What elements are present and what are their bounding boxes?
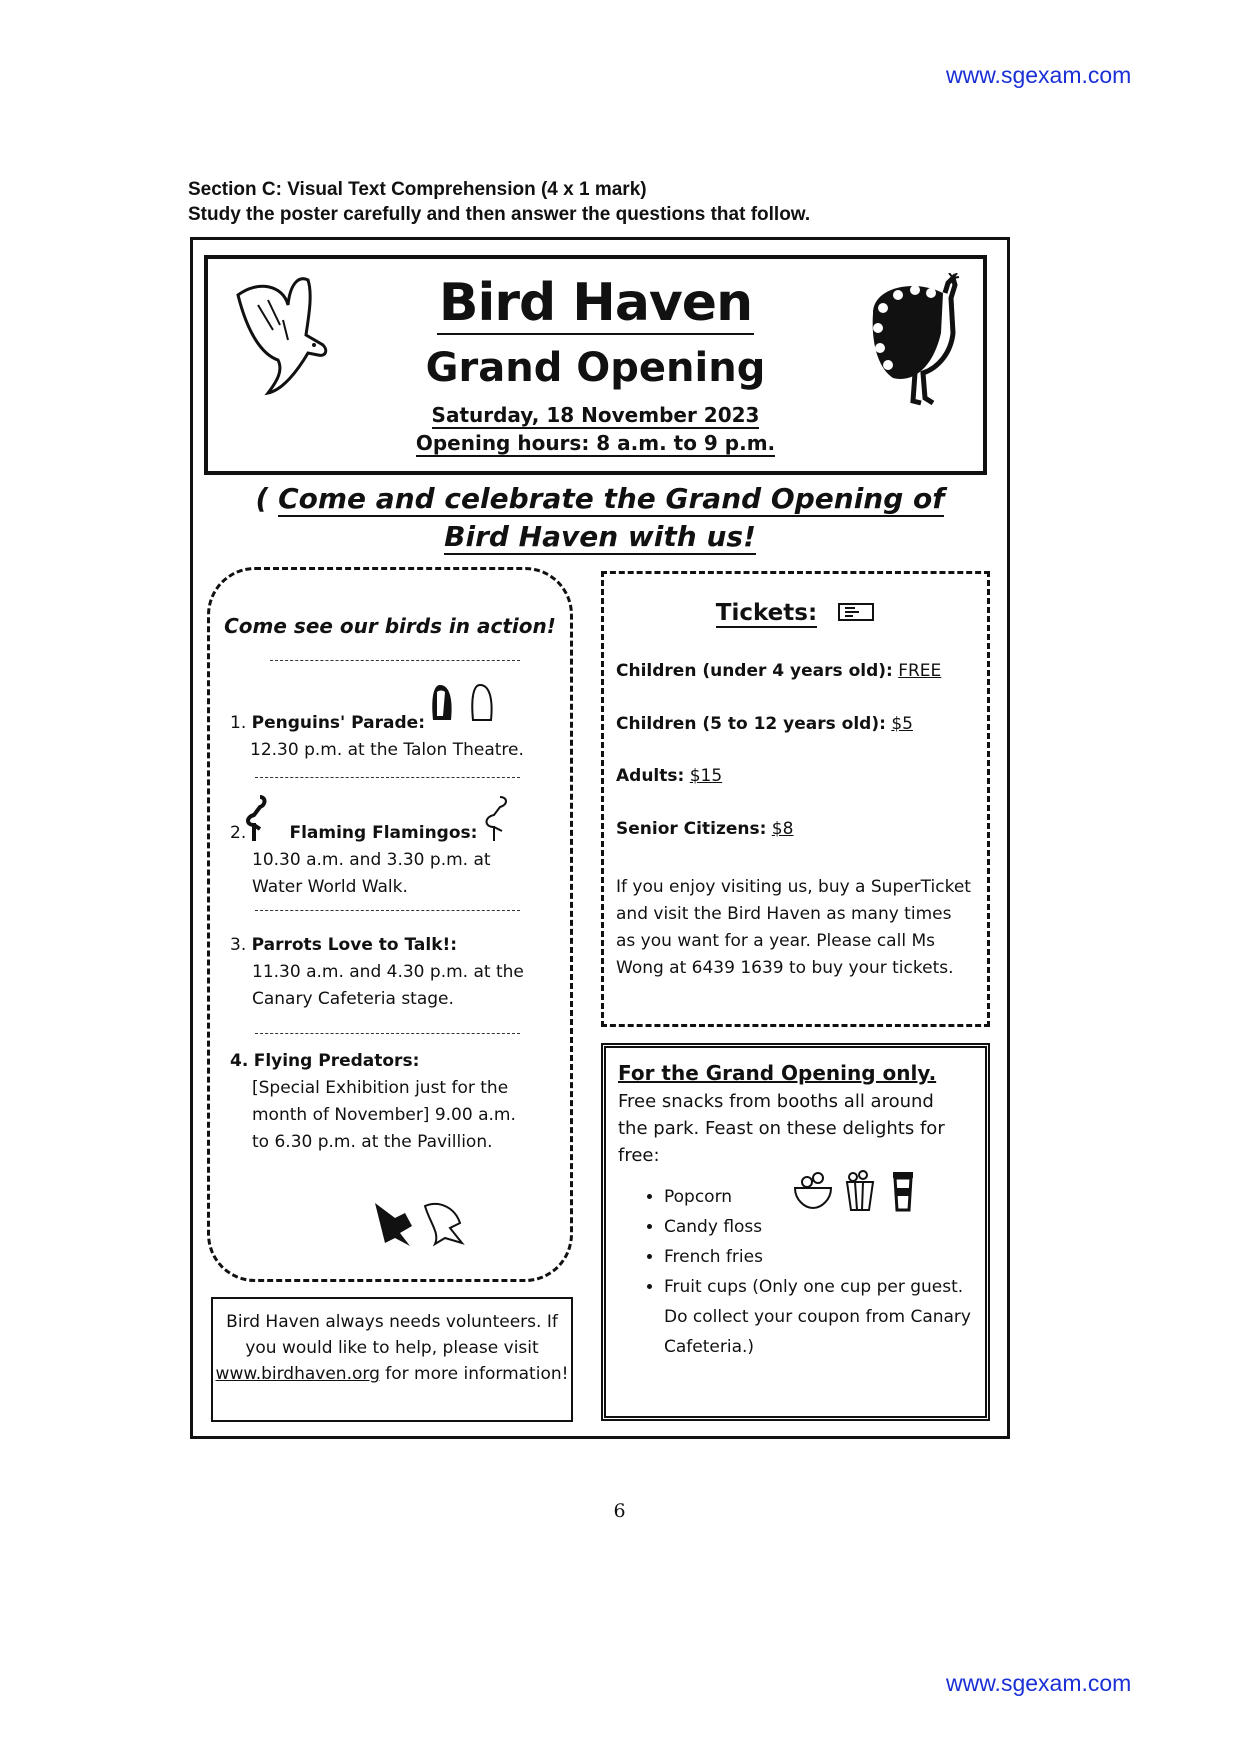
ticket-children-under4 (616, 658, 941, 685)
ticket-price: $15 (689, 766, 723, 786)
peacock-icon (853, 273, 973, 413)
tagline: ( Come and celebrate the Grand Opening of Bird Haven with us! (255, 482, 945, 553)
list-item: • Popcorn (664, 1182, 984, 1212)
list-item: • French fries (664, 1242, 984, 1272)
section-instruction: Study the poster carefully and then answer the questions that follow. (188, 204, 811, 225)
volunteer-box (211, 1297, 573, 1422)
divider (255, 1033, 520, 1034)
snacks-box (601, 1043, 990, 1421)
show-detail: 10.30 a.m. and 3.30 p.m. at Water World Walk. (252, 850, 491, 897)
show-num: 1. (230, 713, 247, 733)
show-name: Penguins' Parade: (251, 713, 426, 733)
snacks-rest: Free snacks from booths all around the park. Feast on these delights for free: (618, 1091, 945, 1166)
show-item-parrots (230, 932, 550, 1013)
show-detail: 11.30 a.m. and 4.30 p.m. at the Canary Cafeteria stage. (252, 962, 524, 1009)
watermark-bottom: www.sgexam.com (946, 1670, 1132, 1696)
poster-header (204, 255, 987, 475)
watermark-top: www.sgexam.com (946, 62, 1132, 88)
show-detail: 12.30 p.m. at the Talon Theatre. (250, 740, 524, 760)
ticket-price: $5 (891, 714, 913, 734)
show-name: Flying Predators: (253, 1051, 420, 1071)
shows-box (207, 567, 573, 1282)
snacks-lead: For the Grand Opening only. (618, 1061, 937, 1085)
divider (270, 660, 520, 661)
show-num: 3. (230, 935, 247, 955)
tagline-line1: Come and celebrate the Grand Opening of (278, 482, 945, 515)
volunteer-text: Bird Haven always needs volunteers. If you would like to help, please visit (226, 1312, 558, 1358)
snacks-list (634, 1182, 984, 1362)
page-number: 6 (613, 1500, 626, 1522)
ticket-label: Children (under 4 years old): (616, 661, 893, 681)
ticket-label: Senior Citizens: (616, 819, 767, 839)
poster-hours: Opening hours: 8 a.m. to 9 p.m. (415, 431, 776, 455)
list-item: • Candy floss (664, 1212, 984, 1242)
ticket-price: $8 (771, 819, 794, 839)
poster-subtitle: Grand Opening (425, 345, 766, 391)
ticket-label: Children (5 to 12 years old): (616, 714, 886, 734)
show-detail: [Special Exhibition just for the month of November] 9.00 a.m. to 6.30 p.m. at the Pavillion. (252, 1078, 516, 1152)
ticket-children-5-12 (616, 711, 913, 738)
divider (255, 777, 520, 778)
divider (255, 910, 520, 911)
ticket-label: Adults: (616, 766, 685, 786)
snacks-intro (618, 1060, 968, 1169)
show-name: Parrots Love to Talk!: (251, 935, 458, 955)
poster-title: Bird Haven (438, 273, 753, 333)
tickets-box (601, 571, 990, 1027)
show-num: 2. (230, 823, 247, 843)
list-item: • Fruit cups (Only one cup per guest. Do collect your coupon from Canary Cafeteria.) (664, 1272, 984, 1362)
shows-heading: Come see our birds in action! (224, 614, 556, 638)
superticket-text: If you enjoy visiting us, buy a SuperTicket and visit the Bird Haven as many times as you want for a year. Please call Ms Wong at 6439 1639 to buy your tickets. (616, 877, 971, 978)
section-heading: Section C: Visual Text Comprehension (4 x 1 mark) (188, 179, 647, 200)
penguin-icon (425, 680, 505, 728)
flamingo-outline-icon (478, 795, 514, 843)
show-name: Flaming Flamingos: (289, 823, 478, 843)
tickets-heading: Tickets: (715, 600, 818, 626)
volunteer-tail: for more information! (385, 1364, 569, 1384)
ticket-price: FREE (898, 661, 942, 681)
flamingo-icon (240, 795, 270, 843)
show-item-predators (230, 1048, 550, 1156)
tagline-line2: Bird Haven with us! (444, 520, 756, 553)
ticket-seniors (616, 816, 793, 843)
show-num: 4. (230, 1051, 249, 1071)
ticket-icon (837, 600, 875, 624)
poster-date: Saturday, 18 November 2023 (431, 403, 760, 427)
ticket-adults (616, 763, 722, 790)
eagles-icon (370, 1198, 470, 1250)
volunteer-link[interactable]: www.birdhaven.org (215, 1364, 380, 1384)
tickets-heading-wrap (604, 600, 987, 626)
section-heading-block (188, 177, 810, 227)
